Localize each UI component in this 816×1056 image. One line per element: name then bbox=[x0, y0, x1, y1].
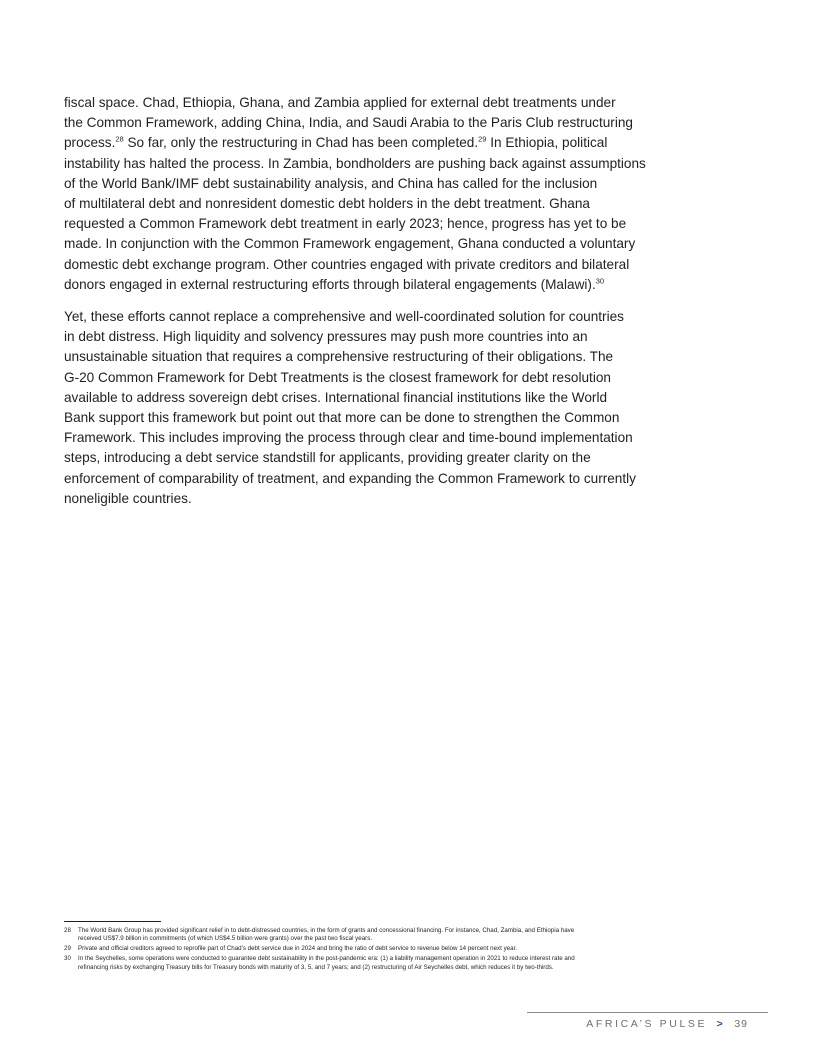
text-line: noneligible countries. bbox=[64, 490, 192, 506]
text-run: process. bbox=[64, 135, 116, 151]
text-line: made. In conjunction with the Common Framework engagement, Ghana conducted a voluntary bbox=[64, 236, 636, 252]
text-line bbox=[64, 133, 678, 153]
footnote-number: 29 bbox=[64, 945, 71, 953]
text-run: donors engaged in external restructuring efforts through bilateral engagements (Malawi). bbox=[64, 276, 596, 292]
footnote-text bbox=[78, 927, 574, 944]
paragraph-2 bbox=[64, 307, 678, 509]
text-line: the Common Framework, adding China, India, and Saudi Arabia to the Paris Club restructuring bbox=[64, 115, 633, 131]
text-line bbox=[64, 275, 678, 295]
footnote-line: In the Seychelles, some operations were conducted to guarantee debt sustainability in the post-pandemic era: (1) a liability management operation in 2021 to reduce interest rate and bbox=[78, 955, 575, 963]
text-line: instability has halted the process. In Zambia, bondholders are pushing back against assumptions bbox=[64, 155, 646, 171]
text-line: Yet, these efforts cannot replace a comprehensive and well-coordinated solution for countries bbox=[64, 309, 624, 325]
footnote-number: 30 bbox=[64, 955, 71, 963]
text-line: steps, introducing a debt service standstill for applicants, providing greater clarity on the bbox=[64, 450, 591, 466]
paragraph-1 bbox=[64, 93, 678, 295]
text-line: in debt distress. High liquidity and solvency pressures may push more countries into an bbox=[64, 329, 588, 345]
footnote-number: 28 bbox=[64, 927, 71, 934]
page-number: 39 bbox=[734, 1018, 748, 1030]
text-line: enforcement of comparability of treatment, and expanding the Common Framework to currently bbox=[64, 470, 636, 486]
footnote-ref-28[interactable]: 28 bbox=[115, 134, 124, 144]
chevron-right-icon: > bbox=[716, 1018, 723, 1030]
footnote-ref-30[interactable]: 30 bbox=[595, 276, 605, 286]
text-line: of multilateral debt and nonresident domestic debt holders in the debt treatment. Ghana bbox=[64, 196, 590, 212]
footer-divider bbox=[527, 1012, 768, 1013]
footnote-line: refinancing risks by exchanging Treasury bills for Treasury bonds with maturity of 3, 5, and 7 years; and (2) restructuring of Air Seychelles debt, which reduces it by two-thirds. bbox=[78, 963, 554, 971]
footnotes bbox=[64, 927, 704, 974]
main-body-text bbox=[64, 93, 678, 521]
footnote-line: received US$7.9 billion in commitments (of which US$4.5 billion were grants) over the past two fiscal years. bbox=[78, 935, 373, 943]
text-line: unsustainable situation that requires a comprehensive restructuring of their obligations. The bbox=[64, 349, 614, 365]
text-line: fiscal space. Chad, Ethiopia, Ghana, and Zambia applied for external debt treatments under bbox=[64, 95, 616, 110]
text-line: Bank support this framework but point out that more can be done to strengthen the Common bbox=[64, 410, 620, 426]
text-run: So far, only the restructuring in Chad has been completed. bbox=[123, 135, 479, 151]
footnote-28 bbox=[64, 927, 704, 944]
footnote-line: Private and official creditors agreed to reprofile part of Chad’s debt service due in 2024 and bring the ratio of debt service to revenue below 14 percent next year. bbox=[78, 945, 518, 953]
footnote-29 bbox=[64, 945, 704, 953]
footnote-text bbox=[78, 945, 517, 953]
footnote-30 bbox=[64, 955, 704, 972]
footnote-divider bbox=[64, 921, 161, 922]
footnote-text bbox=[78, 955, 575, 972]
footnote-line: The World Bank Group has provided significant relief in to debt-distressed countries, in the form of grants and concessional financing. For instance, Chad, Zambia, and Ethiopia have bbox=[78, 927, 575, 934]
page-footer bbox=[586, 1018, 748, 1030]
footnote-ref-29[interactable]: 29 bbox=[478, 134, 487, 144]
text-line: requested a Common Framework debt treatment in early 2023; hence, progress has yet to be bbox=[64, 216, 627, 232]
text-line: domestic debt exchange program. Other countries engaged with private creditors and bilateral bbox=[64, 256, 630, 272]
text-line: available to address sovereign debt crises. International financial institutions like the World bbox=[64, 389, 608, 405]
text-line: Framework. This includes improving the process through clear and time-bound implementation bbox=[64, 430, 633, 446]
text-run: In Ethiopia, political bbox=[486, 135, 608, 151]
text-line: of the World Bank/IMF debt sustainability analysis, and China has called for the inclusion bbox=[64, 175, 598, 191]
text-line: G-20 Common Framework for Debt Treatments is the closest framework for debt resolution bbox=[64, 369, 611, 385]
publication-title: AFRICA’S PULSE bbox=[586, 1018, 708, 1030]
